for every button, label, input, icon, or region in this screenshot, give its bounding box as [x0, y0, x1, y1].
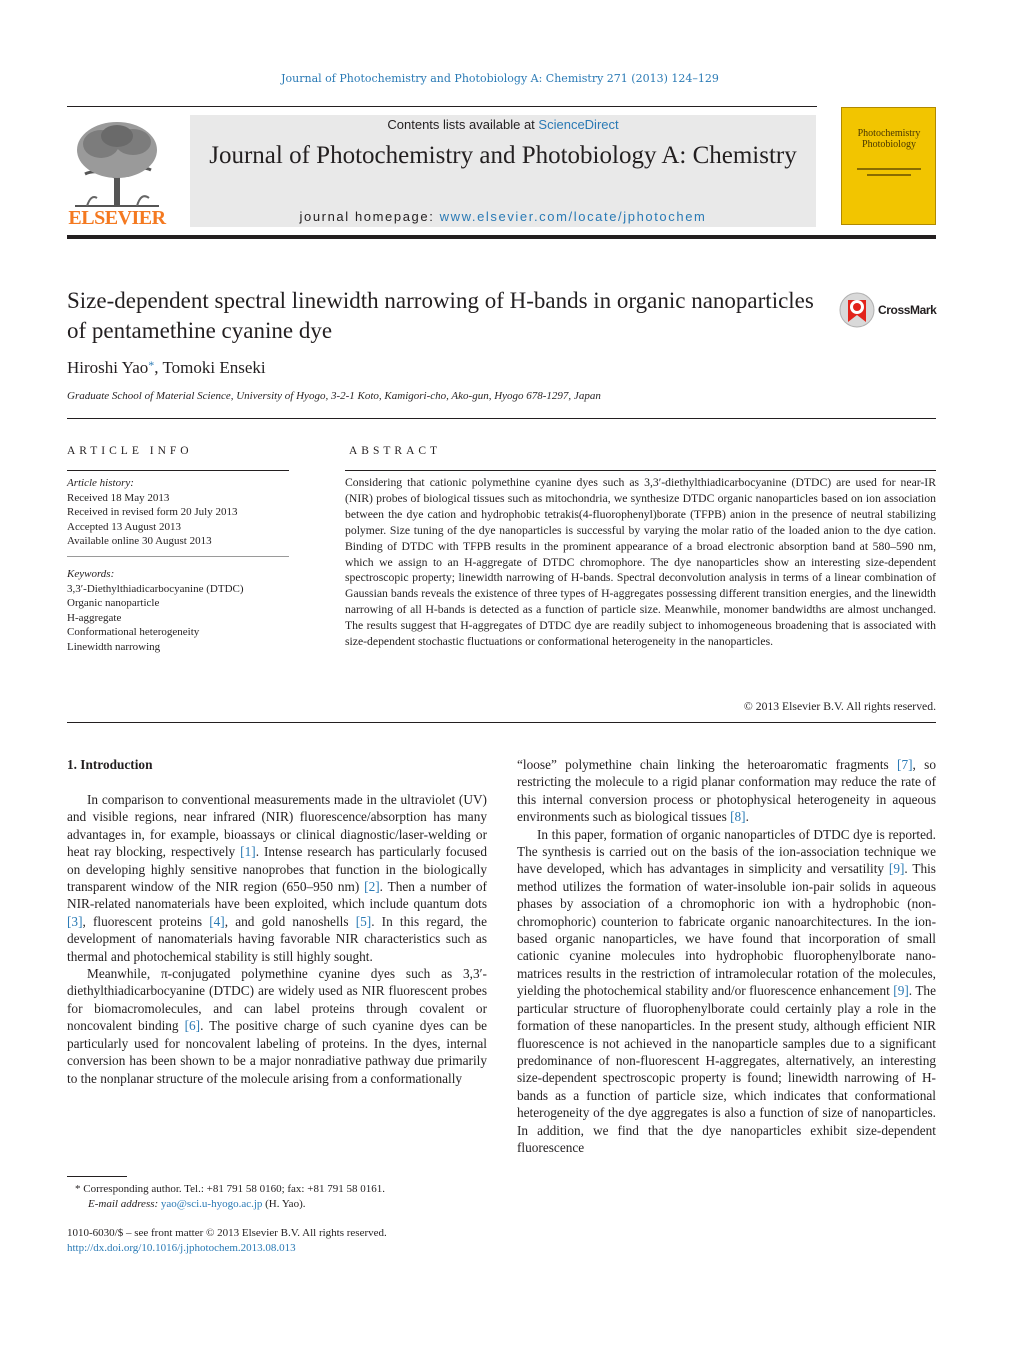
paragraph [67, 791, 487, 965]
keyword-item: Linewidth narrowing [67, 640, 161, 653]
reference-link[interactable]: [1] [240, 844, 256, 860]
crossmark-badge[interactable] [838, 291, 938, 329]
article-info-rule [67, 470, 289, 471]
title-rule [67, 418, 936, 419]
cover-decoration [857, 168, 921, 170]
reference-link[interactable]: [5] [355, 913, 372, 929]
crossmark-label: CrossMark [878, 303, 937, 317]
sciencedirect-link[interactable]: ScienceDirect [538, 117, 619, 132]
contents-prefix: Contents lists available at [387, 117, 535, 132]
author-name: Tomoki Enseki [162, 358, 266, 377]
abstract-heading: ABSTRACT [349, 445, 442, 457]
journal-masthead [190, 115, 816, 227]
text-run: In comparison to conventional measurements made in the ultraviolet (UV) and visible regions, near infrared (NIR) fluorescence/absorption has many advantages in, for example, bioassays or clinical diagnostic/laser-welding or heat ray blocking, respectively [67, 792, 487, 860]
email-label: E-mail address: [88, 1198, 159, 1210]
text-run: , so restricting the molecule to a rigid planar conformation may reduce the rate of this internal conversion process or photophysical heterogeneity in aqueous environments such as biological tissues [517, 757, 936, 825]
email-line [75, 1197, 495, 1212]
reference-link[interactable]: [8] [730, 809, 746, 825]
paragraph [67, 965, 487, 1087]
text-run: In this paper, formation of organic nanoparticles of DTDC dye is reported. The synthesis is carried out on the basis of the ion-association technique we have developed, which has advantages in simplicity and versatility [517, 826, 936, 877]
crossmark-icon [838, 291, 876, 329]
text-run: . Then a number of NIR-related nanomaterials have been exploited, which include quantum dots [67, 879, 487, 912]
journal-citation[interactable]: Journal of Photochemistry and Photobiology A: Chemistry 271 (2013) 124–129 [281, 72, 719, 85]
keyword-item: Conformational heterogeneity [67, 626, 200, 638]
elsevier-logo [67, 118, 167, 230]
text-run: . This method utilizes the formation of water-insoluble ion-pair solids in aqueous phases by association of a chromophoric ion with a hydrophobic (non-chromophoric) counterion to fabricate organic nanoarchitectures. In the ion-based organic nanoparticles, we have found that incorporation of small cationic cyanine molecules into hydrophobic fluorophenylborate nano-matrices results in the restriction of intramolecular rotation of the molecules, yielding the photochemical stability and/or fluorescence enhancement [517, 861, 936, 999]
author-separator: , [154, 358, 163, 377]
text-run: . The particular structure of fluorophenylborate could certainly play a role in the formation of these nanoparticles. In the present study, although efficient NIR fluorescence is not achieved in the nanoparticle samples due to a significant predominance of non-fluorescent H-aggregates, alternatively, an interesting size-dependent spectroscopic property is found; linewidth narrowing of H-bands as a function of particle size, which indicates that conformational heterogeneity of the dye aggregates is also a function of size of nanoparticles. In addition, we find that the dye nanoparticles exhibit size-dependent fluorescence [517, 983, 936, 1155]
journal-cover-thumbnail[interactable] [841, 107, 936, 225]
corresponding-author-note: * Corresponding author. Tel.: +81 791 58 0160; fax: +81 791 58 0161. [75, 1183, 385, 1195]
reference-link[interactable]: [9] [888, 861, 905, 877]
keyword-item: Organic nanoparticle [67, 597, 160, 609]
abstract-bottom-rule [67, 722, 936, 723]
issn-line: 1010-6030/$ – see front matter © 2013 Elsevier B.V. All rights reserved. [67, 1227, 387, 1239]
text-run: . Intense research has particularly focused on developing highly sensitive nanoprobes that function in the biologically transparent window of the NIR region (650–950 nm) [67, 844, 487, 895]
cover-decoration [867, 174, 911, 176]
cover-title: Photochemistry Photobiology [857, 128, 921, 150]
text-run: “loose” polymethine chain linking the heteroaromatic fragments [517, 757, 898, 772]
body-left-column [67, 791, 487, 1087]
reference-link[interactable]: [3] [67, 913, 83, 929]
homepage-prefix: journal homepage: [299, 209, 435, 224]
contents-line [190, 117, 816, 132]
body-right-column [517, 756, 936, 1156]
masthead-rule [67, 235, 936, 239]
article-info-heading: ARTICLE INFO [67, 445, 193, 457]
section-heading-introduction: 1. Introduction [67, 757, 153, 772]
email-suffix: (H. Yao). [262, 1198, 306, 1210]
text-run: . In this regard, the development of nanomaterials having favorable NIR characteristics such as thermal and photochemical stability is still highly sought. [67, 913, 487, 964]
text-run: . The positive charge of such cyanine dyes can be particularly used for noncovalent labeling of proteins. In the dyes, internal conversion has been shown to be a major nonradiative pathway due primarily to the nonplanar structure of the molecule arising from a conformationally [67, 1018, 488, 1086]
abstract-copyright: © 2013 Elsevier B.V. All rights reserved. [743, 700, 936, 713]
history-item: Received in revised form 20 July 2013 [67, 506, 238, 518]
keywords [67, 567, 289, 654]
text-run: . [745, 809, 749, 825]
paragraph [517, 756, 936, 826]
email-link[interactable]: yao@sci.u-hyogo.ac.jp [160, 1198, 263, 1210]
text-run: , fluorescent proteins [82, 913, 210, 929]
text-run: , and gold nanoshells [224, 913, 356, 929]
abstract-rule [345, 470, 936, 471]
footnote-rule [67, 1176, 127, 1177]
history-item: Available online 30 August 2013 [67, 535, 212, 547]
author-name: Hiroshi Yao [67, 358, 149, 377]
keywords-rule [67, 556, 289, 557]
reference-link[interactable]: [2] [364, 879, 380, 895]
history-item: Accepted 13 August 2013 [67, 520, 181, 533]
text-run: Meanwhile, π-conjugated polymethine cyanine dyes such as 3,3′-diethylthiadicarbocyanine (DTDC) are widely used as NIR fluorescent probes for biomacromolecules, and can label proteins through covalent or noncovalent binding [67, 966, 487, 1034]
doi-link[interactable]: http://dx.doi.org/10.1016/j.jphotochem.2013.08.013 [67, 1242, 296, 1254]
abstract-text: Considering that cationic polymethine cyanine dyes such as 3,3′-diethylthiadicarbocyanine (DTDC) are used for near-IR (NIR) probes of biological tissues such as mitochondria, we synthesize DTDC organic nanoparticles based on ion association between the dye cation and hydrophobic tetrakis(4-fluorophenyl)borate (TFPB) anion in the presence of neutral stabilizing polymer. Size tuning of the dye nanoparticles is successful by varying the molar ratio of the loaded anion to the dye cation. Binding of DTDC with TFPB results in the prominent appearance of a broad electronic absorption band at 580–590 nm, which we assign to an H-aggregate of DTDC chromophore. The dye nanoparticles show an interesting size-dependent spectroscopic property; linewidth narrowing of H-bands. Spectral deconvolution analysis in terms of a linear combination of Gaussian bands reveals the existence of three types of H-aggregates possessing different transition energies, and the linewidth narrowing of all H-bands is detected as a function of particle size. Meanwhile, monomer bandwidths are almost unchanged. The results suggest that H-aggregates of DTDC dye are readily subject to inhomogeneous broadening that is associated with size-dependent stochastic fluctuations or conformational heterogeneity in the nanoparticles. [345, 476, 936, 649]
reference-link[interactable]: [7] [897, 757, 913, 772]
keywords-label: Keywords: [67, 568, 115, 580]
corresponding-author-marker[interactable]: * [148, 358, 155, 372]
journal-title: Journal of Photochemistry and Photobiology A: Chemistry [209, 142, 797, 169]
header-rule [67, 106, 817, 107]
paragraph [517, 826, 936, 1157]
homepage-link[interactable]: www.elsevier.com/locate/jphotochem [439, 209, 707, 224]
reference-link[interactable]: [9] [893, 983, 909, 999]
elsevier-tree-icon [67, 118, 167, 210]
front-matter-footnote [67, 1226, 497, 1256]
history-label: Article history: [67, 477, 134, 489]
article-title: Size-dependent spectral linewidth narrowing of H-bands in organic nanoparticles of pentamethine cyanine dye [67, 288, 814, 343]
history-item: Received 18 May 2013 [67, 491, 170, 504]
affiliation: Graduate School of Material Science, University of Hyogo, 3-2-1 Koto, Kamigori-cho, Ako-gun, Hyogo 678-1297, Japan [67, 390, 601, 402]
keyword-item: H-aggregate [67, 611, 122, 624]
elsevier-wordmark: ELSEVIER [68, 207, 166, 229]
corresponding-author-footnote [75, 1182, 495, 1212]
author-list [67, 358, 266, 378]
reference-link[interactable]: [4] [209, 913, 225, 929]
article-history [67, 476, 289, 549]
keyword-item: 3,3′-Diethylthiadicarbocyanine (DTDC) [67, 582, 244, 595]
homepage-line [190, 209, 816, 224]
reference-link[interactable]: [6] [184, 1018, 201, 1034]
